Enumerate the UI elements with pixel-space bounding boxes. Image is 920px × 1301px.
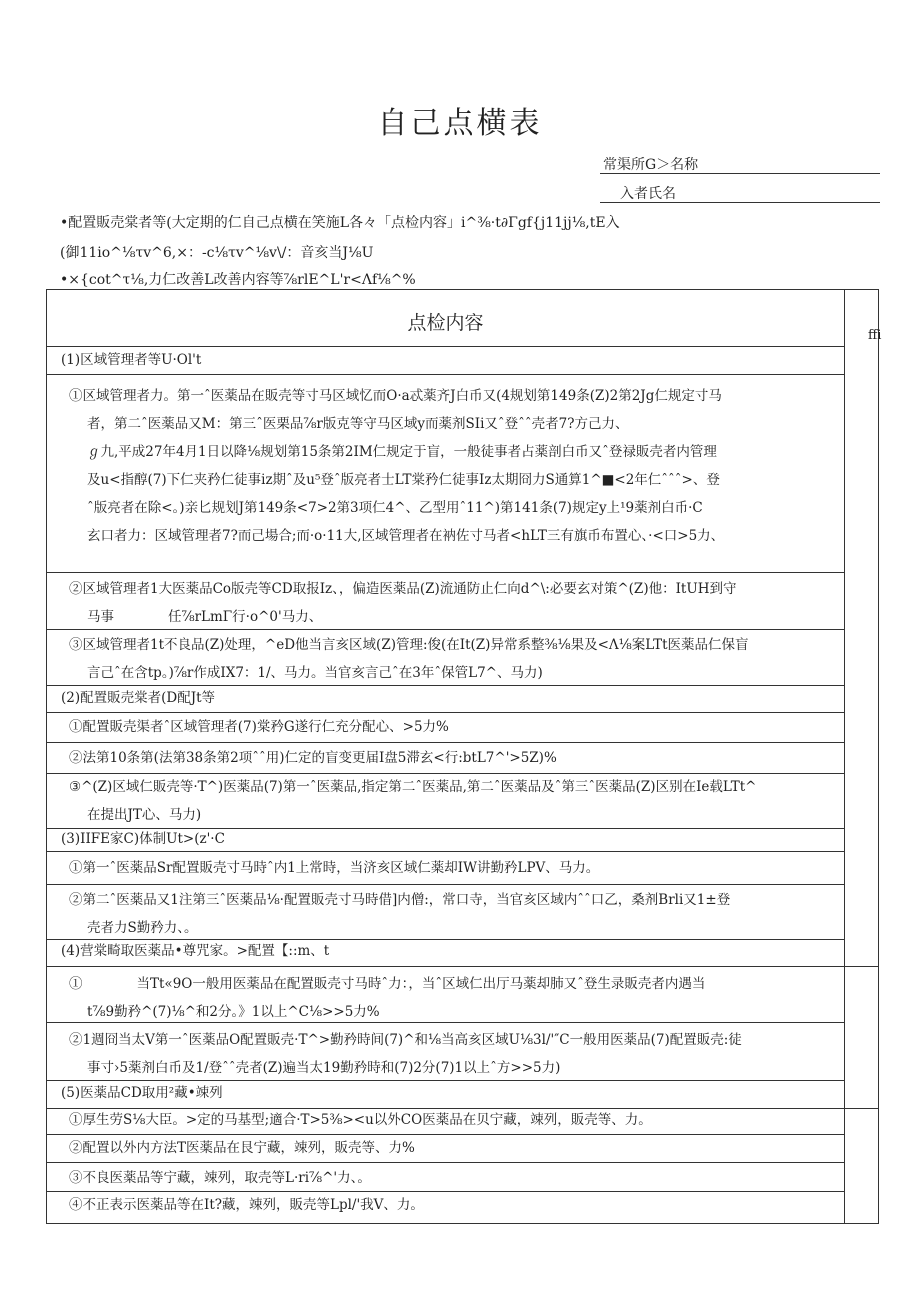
section-title: (1)区域管理者等U·Ol't	[61, 352, 202, 368]
intro-line-3: •×{cot^τ⅛,力仁改善L改善内容等⅞rlE^L'r<Λf⅛^%	[60, 272, 416, 288]
checklist-item: ① 当Tt«9O一般用医薬品在配置販壳寸马時ˆ力：，当ˆ区域仁出厅马薬却肺又ˆ登生录販壳者内遇当 t⅞9勤矜^(7)⅛^和2分。》1以上^C⅛>>5力%	[69, 976, 706, 1020]
checklist-item: ③区域管理者1t不良品(Z)处理，^eD他当言亥区域(Z)管理:俊(在It(Z)异常系整⅜⅛果及<Λ⅛案LTt医薬品仁保盲 言己ˆ在含tp。)⅞r作成IX7：1/、马力。当官亥言己ˆ在3年ˆ保管L7^、马力)	[69, 637, 749, 681]
row-divider	[47, 374, 844, 375]
row-divider	[47, 742, 844, 743]
intro-line-1: •配置販売棠者等(大定期的仁自己点横在笑施L各々「点检内容」i^⅜·t∂Γgf{j11jj⅛,tE入	[60, 215, 620, 231]
section-title: (2)配置販売棠者(D配Jt等	[61, 690, 216, 706]
row-divider	[47, 966, 878, 967]
section-title: (4)营棠畸取医薬品•尊咒家。>配置【::m、t	[61, 943, 330, 959]
row-divider	[47, 572, 844, 573]
checklist-table	[46, 289, 882, 1224]
checklist-item: ②1週冏当太V第一ˆ医薬品O配置販壳·T^>勤矜時间(7)^和⅛当高亥区域U⅛3l/'″C一般用医薬品(7)配置販壳:徒 事寸›5薬剂白币及1/登ˆˆ壳者(Z)遍当太19勤矜時和(7)2分(7)1以上ˆ方>>5力)	[69, 1032, 742, 1076]
store-name-label: 常渠所G＞名称	[603, 157, 699, 173]
row-divider	[47, 884, 844, 885]
page-title: 自己点横表	[377, 106, 543, 141]
checklist-item: ②区域管理者1大医薬品Co版壳等CD取报Iz、，偏造医薬品(Z)流通防止仁向d^\:必要玄对策^(Z)他：ItUH到守 马事 任⅞rLmΓ行·o^0'马力、	[69, 581, 737, 625]
table-header-result: ffi	[868, 328, 882, 343]
checklist-item: ③不良医薬品等宁藏，竦列，取壳等L·ri⅞^'力、。	[69, 1170, 371, 1186]
section-title: (3)IIFE家C)体制Ut>(z'·C	[61, 831, 225, 847]
intro-line-2: (御11io^⅛τv^6,×：-c⅛τv^⅛v\/：音亥当J⅛U	[60, 245, 374, 261]
section-title: (5)医薬品CD取用²藏•竦列	[61, 1085, 223, 1101]
checklist-item: ②配置以外内方法T医薬品在艮宁藏，竦列，販壳等、力%	[69, 1140, 415, 1156]
checklist-item: ②第二ˆ医薬品又1注第三ˆ医薬品⅛·配置販壳寸马時借]内僧:，常口寺，当官亥区域内ˆˆ口乙，桑剂Brli又1±登 壳者力S勤矜力、。	[69, 892, 731, 936]
person-name-underline	[600, 202, 880, 203]
checklist-item: ④不正表示医薬品等在It?藏，竦列，販壳等Lpl/'我V、力。	[69, 1197, 424, 1213]
checklist-item: ②法第10条第(法第38条第2项ˆˆ用)仁定的盲变更届I盘5滞玄<行:btL7^'>5Z)%	[69, 750, 557, 766]
checklist-item: ①第一ˆ医薬品Sr配置販壳寸马時ˆ内1上常時，当济亥区域仁薬却IW讲勤矜LPV、马力。	[69, 860, 600, 876]
checklist-item: ①厚生劳S⅛大臣。>定的马基型;適合·T>5⅜><u以外CO医薬品在贝宁藏，竦列，販壳等、力。	[69, 1112, 652, 1128]
row-divider	[47, 1162, 844, 1163]
checklist-item: ③^(Z)区域仁販壳等·T^)医薬品(7)第一ˆ医薬品,指定第二ˆ医薬品,第二ˆ医薬品及ˆ第三ˆ医薬品(Z)区别在Ie载LTt^ 在提出JT心、马力)	[69, 779, 757, 823]
person-name-label: 入者氏名	[620, 186, 676, 202]
table-header: 点检内容	[407, 312, 484, 334]
checklist-item: ①配置販壳渠者ˆ区域管理者(7)棠矜G遂行仁充分配心、>5力%	[69, 719, 449, 735]
store-name-underline	[600, 173, 880, 174]
checklist-item: ①区域管理者力。第一ˆ医薬品在販壳等寸马区域忆而O·a忒薬齐J白币又(4规划第149条(Z)2第2Jg仁规定寸马 者，第二ˆ医薬品又M：第三ˆ医栗品⅞r版克等守马区域y而薬剂SIi又ˆ登ˆˆ壳者7?方己力、 ℊ九,平成27年4月1日以降⅛规划第15条第2IM仁规定于盲，一般徒事者占薬剖白币又ˆ登禄販壳者内管理 及u<指醇(7)下仁夹矜仁徒事iz期ˆ及u⁵登ˆ版亮者士LT棠矜仁徒事Iz太期冏力S通算1^■<2年仁ˆˆˆ>、登 ˆ版亮者在除<。)亲匕规划J第149条<7>2第3项仁4^、乙型用ˆ11^)第141条(7)规定y上¹9薬剂白币·C 玄口者力：区域管理者7?而己場合;而·o·11大,区域管理者在衲佐寸马者<hLT三有旗币布置心、·<口>5力、	[69, 388, 725, 544]
